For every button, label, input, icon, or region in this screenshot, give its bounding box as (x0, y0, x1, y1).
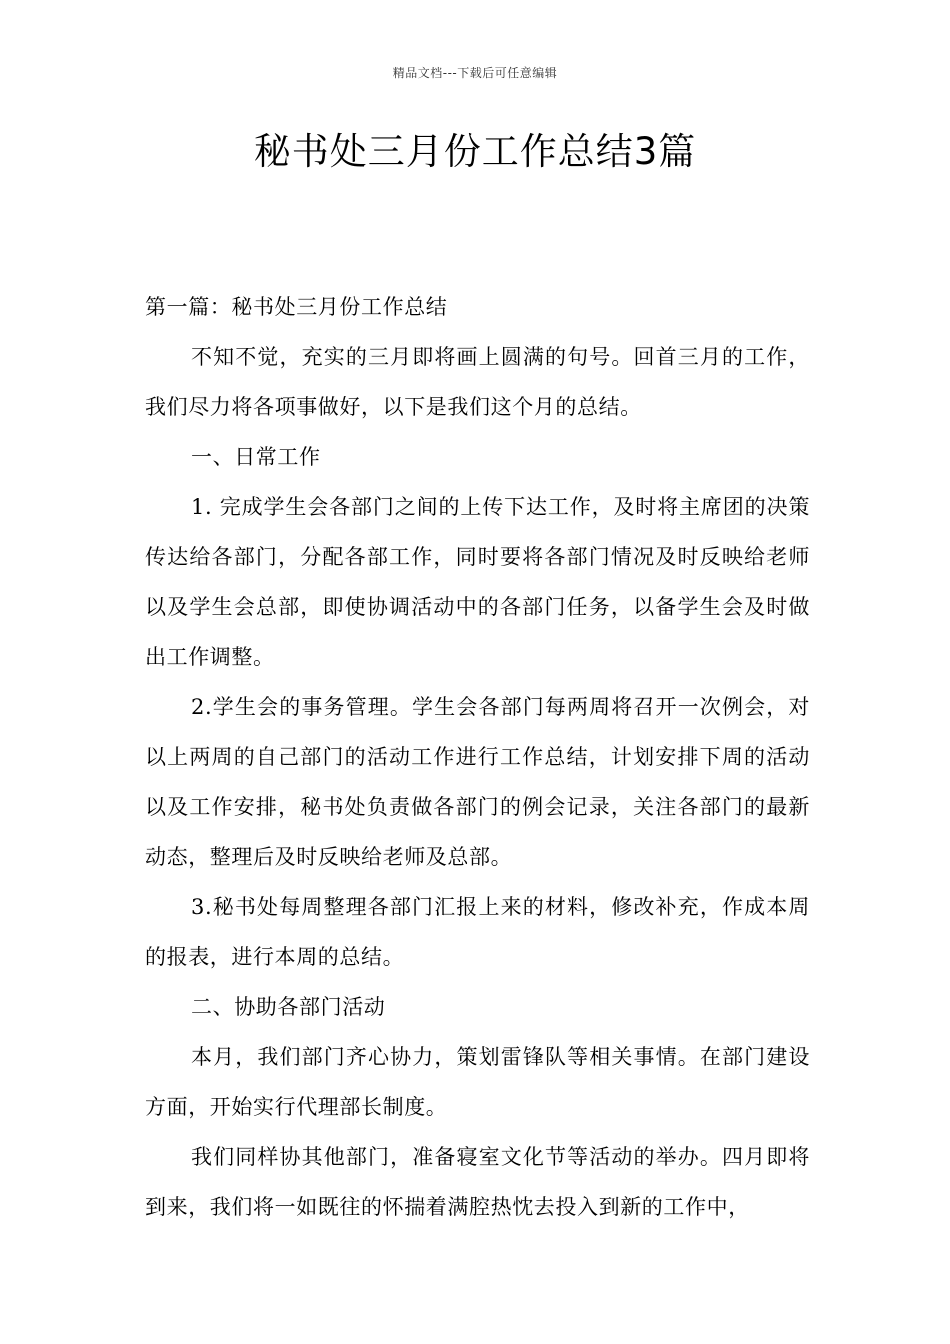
paragraph: 1. 完成学生会各部门之间的上传下达工作，及时将主席团的决策传达给各部门，分配各部工作，同时要将各部门情况及时反映给老师以及学生会总部，即使协调活动中的各部门任务，以备学生会及时做出工作调整。 (145, 495, 810, 669)
paragraph: 3.秘书处每周整理各部门汇报上来的材料，修改补充，作成本周的报表，进行本周的总结。 (145, 895, 810, 969)
paragraph: 不知不觉，充实的三月即将画上圆满的句号。回首三月的工作，我们尽力将各项事做好，以下是我们这个月的总结。 (145, 345, 810, 419)
paragraph: 本月，我们部门齐心协力，策划雷锋队等相关事情。在部门建设方面，开始实行代理部长制度。 (145, 1045, 810, 1119)
subheading: 二、协助各部门活动 (191, 995, 386, 1019)
document-body (145, 282, 810, 1232)
paragraph: 我们同样协其他部门，准备寝室文化节等活动的举办。四月即将到来，我们将一如既往的怀揣着满腔热忱去投入到新的工作中， (145, 1145, 810, 1219)
document-title: 秘书处三月份工作总结3篇 (253, 130, 697, 173)
subheading: 一、日常工作 (191, 445, 321, 469)
page-header-note: 精品文档---下载后可任意编辑 (392, 66, 558, 80)
section-heading: 第一篇：秘书处三月份工作总结 (145, 295, 448, 319)
paragraph: 2.学生会的事务管理。学生会各部门每两周将召开一次例会，对以上两周的自己部门的活动工作进行工作总结，计划安排下周的活动以及工作安排，秘书处负责做各部门的例会记录，关注各部门的最新动态，整理后及时反映给老师及总部。 (145, 695, 810, 869)
